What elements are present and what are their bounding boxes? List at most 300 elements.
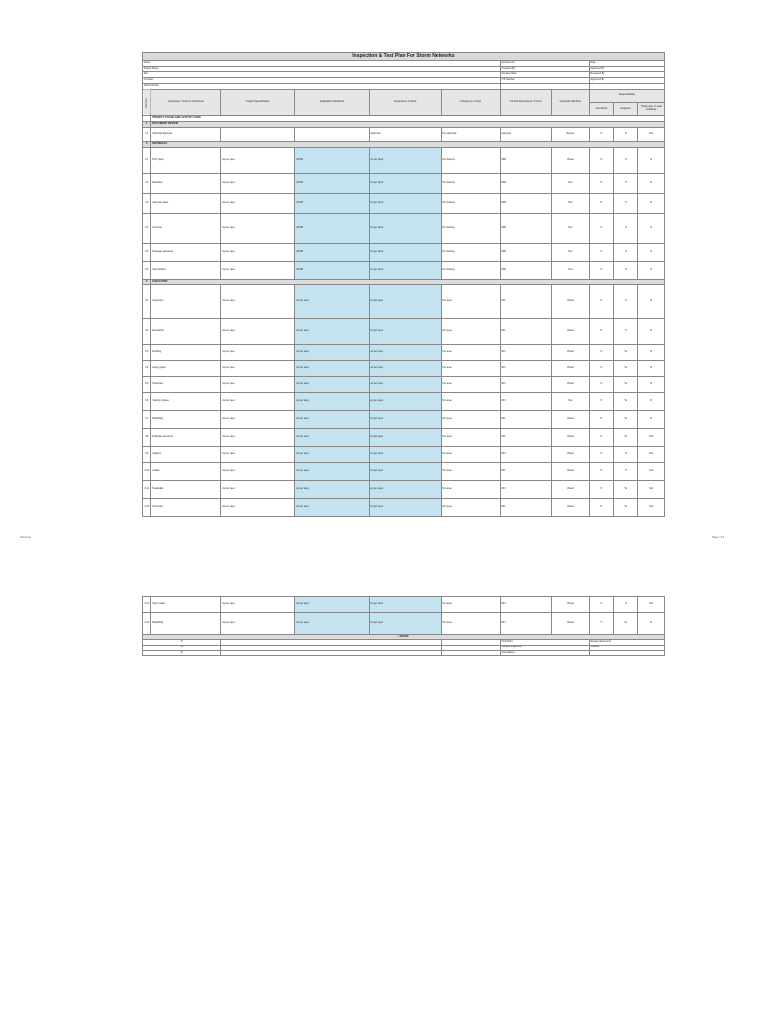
third-party-cell: N/A [638, 481, 665, 499]
item-number: 2.3 [143, 193, 151, 213]
records-cell: RFI [500, 613, 551, 635]
table-row [143, 481, 665, 499]
column-header-row [143, 89, 665, 102]
third-party-cell: R [638, 243, 665, 261]
itp-sheet-page-2 [142, 596, 665, 656]
engineer-cell: W [614, 499, 638, 517]
table-row [143, 319, 665, 345]
third-party-cell: N/A [638, 429, 665, 447]
records-cell: RFI [500, 597, 551, 613]
header-right-field: Approved By [589, 78, 664, 84]
legend-row [143, 650, 665, 655]
page-number: Page 1 of 2 [712, 536, 725, 539]
spec-cell: As per spec. [221, 597, 295, 613]
records-cell: RFI [500, 499, 551, 517]
records-cell: MIR [500, 193, 551, 213]
spec-cell: As per spec. [221, 147, 295, 173]
records-cell: RFI [500, 481, 551, 499]
engineer-cell: W [614, 361, 638, 377]
standards-cell: As per spec. [295, 499, 369, 517]
header-mid-field: Revision No: [500, 60, 589, 66]
method-cell: Visual [551, 481, 589, 499]
frequency-cell: Per area [441, 393, 500, 411]
engineer-cell: W [614, 393, 638, 411]
criteria-cell: As per Spec [369, 243, 441, 261]
method-cell: Visual [551, 345, 589, 361]
records-cell: MIR [500, 147, 551, 173]
item-number: 3.5 [143, 377, 151, 393]
item-number: 3.13 [143, 597, 151, 613]
table-row [143, 261, 665, 279]
legend-spacer [441, 650, 500, 655]
frequency-cell: Per area [441, 319, 500, 345]
spec-cell: As per spec. [221, 213, 295, 243]
header-left-field: Project Name: [143, 66, 501, 72]
column-header-responsibility: Responsibility [589, 89, 664, 102]
records-cell: RFI [500, 361, 551, 377]
standards-cell: ASTM [295, 243, 369, 261]
table-row [143, 463, 665, 481]
standards-cell [295, 127, 369, 141]
inspection-cell: Submittal approval [151, 127, 221, 141]
third-party-cell: R [638, 319, 665, 345]
spec-cell: As per spec. [221, 377, 295, 393]
document-title: Inspection & Test Plan For Storm Networks [143, 53, 665, 61]
records-cell: MIR [500, 261, 551, 279]
header-right-field: Reviewed By [589, 72, 664, 78]
third-party-cell: R [638, 213, 665, 243]
inspection-cell: Cast iron pipes [151, 193, 221, 213]
records-cell: RFI [500, 319, 551, 345]
legend-note: Review documents [589, 640, 664, 645]
standards-cell: As per spec. [295, 345, 369, 361]
engineer-cell: W [614, 429, 638, 447]
criteria-cell: As per Spec [369, 261, 441, 279]
item-number: 3.2 [143, 319, 151, 345]
frequency-cell: Per area [441, 361, 500, 377]
criteria-cell: As per spec. [369, 447, 441, 463]
spec-cell: As per spec. [221, 447, 295, 463]
frequency-cell: Per area [441, 429, 500, 447]
section-number: 2 [143, 141, 151, 147]
inspection-cell: Excavation [151, 319, 221, 345]
item-number: 3.9 [143, 447, 151, 463]
method-cell: Visual [551, 147, 589, 173]
table-row [143, 345, 665, 361]
method-cell: Visual [551, 597, 589, 613]
criteria-cell: As per spec. [369, 429, 441, 447]
table-row [143, 147, 665, 173]
inspection-cell: Drainage structures [151, 429, 221, 447]
spec-cell: As per spec. [221, 499, 295, 517]
column-header-inspection: Inspection / Tests to carried out [151, 89, 221, 116]
criteria-cell: As per Spec [369, 213, 441, 243]
item-number: 3.1 [143, 285, 151, 319]
section-title: DOCUMENT REVIEW [151, 122, 665, 128]
criteria-cell: As per Spec [369, 173, 441, 193]
criteria-cell: As per spec. [369, 319, 441, 345]
section-title: MATERIALS [151, 141, 665, 147]
inspection-cell: Laying pipes [151, 361, 221, 377]
legend-spacer [221, 650, 441, 655]
engineer-cell: W [614, 613, 638, 635]
column-header-engineer: Engineer [614, 102, 638, 115]
item-number: 2.6 [143, 261, 151, 279]
criteria-cell: As per spec. [369, 393, 441, 411]
spec-cell: As per spec. [221, 613, 295, 635]
item-number: 2.4 [143, 213, 151, 243]
records-cell: RFI [500, 393, 551, 411]
records-cell: RFI [500, 285, 551, 319]
header-mid-field: Prepared By: [500, 66, 589, 72]
inspection-cell: Backfilling [151, 613, 221, 635]
third-party-cell: R [638, 411, 665, 429]
standards-cell: As per spec. [295, 393, 369, 411]
legend-item: Witness Inspection [500, 645, 589, 650]
criteria-cell: Approved [369, 127, 441, 141]
standards-cell: As per spec. [295, 377, 369, 393]
contractor-cell: H [589, 285, 613, 319]
contractor-cell: H [589, 447, 613, 463]
column-header-criteria: Acceptance Criteria [369, 89, 441, 116]
contractor-cell: H [589, 147, 613, 173]
spec-cell: As per spec. [221, 411, 295, 429]
contractor-cell: H [589, 377, 613, 393]
third-party-cell: N/A [638, 499, 665, 517]
criteria-cell: As per spec. [369, 597, 441, 613]
frequency-cell: Per area [441, 463, 500, 481]
records-cell: RFI [500, 463, 551, 481]
table-row [143, 193, 665, 213]
criteria-cell: As per spec. [369, 463, 441, 481]
method-cell: Visual [551, 285, 589, 319]
frequency-cell: Per area [441, 377, 500, 393]
engineer-cell: W [614, 377, 638, 393]
method-cell: Review [551, 127, 589, 141]
records-cell: RFI [500, 447, 551, 463]
standards-cell: ASTM [295, 261, 369, 279]
contractor-cell: H [589, 193, 613, 213]
table-row [143, 393, 665, 411]
table-row [143, 429, 665, 447]
legend-code: W [143, 645, 221, 650]
spec-cell: As per spec. [221, 193, 295, 213]
standards-cell: As per spec. [295, 613, 369, 635]
header-left-field: Site: [143, 72, 501, 78]
frequency-cell: Per area [441, 481, 500, 499]
contractor-cell: H [589, 429, 613, 447]
contractor-cell: H [589, 597, 613, 613]
method-cell: Visual [551, 429, 589, 447]
third-party-cell: R [638, 377, 665, 393]
table-row [143, 213, 665, 243]
inspection-cell: Inspection [151, 285, 221, 319]
criteria-cell: As per spec. [369, 285, 441, 319]
table-row [143, 361, 665, 377]
frequency-cell: Per delivery [441, 261, 500, 279]
frequency-cell: Per area [441, 345, 500, 361]
frequency-cell: Per delivery [441, 147, 500, 173]
table-row [143, 377, 665, 393]
third-party-cell: R [638, 147, 665, 173]
column-header-standards: Applicable Standards [295, 89, 369, 116]
header-mid-field: Revision Date: [500, 72, 589, 78]
records-cell: RFI [500, 411, 551, 429]
third-party-cell: N/A [638, 127, 665, 141]
spec-cell [221, 127, 295, 141]
inspection-cell: Protection [151, 377, 221, 393]
item-number: 3.12 [143, 499, 151, 517]
third-party-cell: N/A [638, 447, 665, 463]
method-cell: Visual [551, 447, 589, 463]
contractor-cell: H [589, 173, 613, 193]
header-left-field: Client: [143, 60, 501, 66]
method-cell: Visual [551, 361, 589, 377]
frequency-cell: Per area [441, 613, 500, 635]
engineer-cell: H [614, 285, 638, 319]
inspection-cell: Gullies [151, 463, 221, 481]
section-number: 1 [143, 122, 151, 128]
column-header-contractor: Contractor [589, 102, 613, 115]
records-cell: RFI [500, 377, 551, 393]
column-header-frequency: Frequency of Test [441, 89, 500, 116]
contractor-cell: H [589, 361, 613, 377]
third-party-cell: R [638, 613, 665, 635]
itp-table [142, 52, 665, 517]
inspection-cell: Headwalls [151, 481, 221, 499]
item-number: 3.7 [143, 411, 151, 429]
engineer-cell: W [614, 481, 638, 499]
item-number: 3.3 [143, 345, 151, 361]
table-row [143, 447, 665, 463]
table-row [143, 411, 665, 429]
table-row [143, 285, 665, 319]
inspection-cell: Testing of pipes [151, 393, 221, 411]
section-title: EXECUTION [151, 279, 665, 285]
standards-cell: As per spec. [295, 481, 369, 499]
contractor-cell: H [589, 127, 613, 141]
third-party-cell: R [638, 193, 665, 213]
engineer-cell: W [614, 411, 638, 429]
criteria-cell: As per Spec [369, 193, 441, 213]
contractor-cell: H [589, 213, 613, 243]
contractor-cell: H [589, 411, 613, 429]
itp-table-page-2 [142, 596, 665, 656]
legend-title: LEGEND [143, 635, 665, 640]
records-cell: MIR [500, 173, 551, 193]
method-cell: Visual [551, 319, 589, 345]
method-cell: Test [551, 393, 589, 411]
inspection-cell: Steel ladders [151, 261, 221, 279]
inspection-cell: Bedding [151, 345, 221, 361]
spec-cell: As per spec. [221, 345, 295, 361]
criteria-cell: As per spec. [369, 377, 441, 393]
method-cell: Visual [551, 499, 589, 517]
item-number: 3.4 [143, 361, 151, 377]
spec-cell: As per spec. [221, 261, 295, 279]
criteria-cell: As per spec. [369, 345, 441, 361]
spec-cell: As per spec. [221, 243, 295, 261]
records-cell: MIR [500, 213, 551, 243]
column-header-item-no: Item No. [143, 89, 151, 116]
third-party-cell: N/A [638, 597, 665, 613]
header-left-field: Subcontractor: [143, 83, 501, 89]
method-cell: Test [551, 173, 589, 193]
method-cell: Test [551, 261, 589, 279]
engineer-cell: R [614, 127, 638, 141]
contractor-cell: H [589, 613, 613, 635]
frequency-cell: Per delivery [441, 213, 500, 243]
item-number: 3.14 [143, 613, 151, 635]
standards-cell: As per spec. [295, 411, 369, 429]
standards-cell: ASTM [295, 173, 369, 193]
inspection-cell: PVC pipes [151, 147, 221, 173]
standards-cell: ASTM [295, 213, 369, 243]
engineer-cell: H [614, 463, 638, 481]
standards-cell: As per spec. [295, 429, 369, 447]
standards-cell: As per spec. [295, 463, 369, 481]
engineer-cell: H [614, 261, 638, 279]
table-row [143, 243, 665, 261]
item-number: 2.1 [143, 147, 151, 173]
standards-cell: ASTM [295, 193, 369, 213]
frequency-cell: Per delivery [441, 193, 500, 213]
third-party-cell: R [638, 345, 665, 361]
criteria-cell: As per spec. [369, 361, 441, 377]
table-row [143, 613, 665, 635]
criteria-cell: As per spec. [369, 613, 441, 635]
engineer-cell: H [614, 147, 638, 173]
inspection-cell: Storm water [151, 597, 221, 613]
legend-note [589, 650, 664, 655]
engineer-cell: H [614, 173, 638, 193]
standards-cell: As per spec. [295, 597, 369, 613]
contractor-cell: H [589, 499, 613, 517]
table-row [143, 127, 665, 141]
engineer-cell: H [614, 213, 638, 243]
method-cell: Test [551, 243, 589, 261]
frequency-cell: Per area [441, 285, 500, 319]
frequency-cell: Per area [441, 597, 500, 613]
spec-cell: As per spec. [221, 463, 295, 481]
item-number: 2.2 [143, 173, 151, 193]
criteria-cell: As per Spec [369, 147, 441, 173]
inspection-cell: Manholes [151, 173, 221, 193]
table-row [143, 173, 665, 193]
legend-item: Hold Point [500, 640, 589, 645]
table-row [143, 597, 665, 613]
item-number: 1.1 [143, 127, 151, 141]
frequency-cell: Per delivery [441, 173, 500, 193]
contractor-cell: H [589, 481, 613, 499]
standards-cell: As per spec. [295, 319, 369, 345]
frequency-cell: Per area [441, 447, 500, 463]
item-number: 3.10 [143, 463, 151, 481]
inspection-cell: Protection [151, 499, 221, 517]
criteria-cell: As per spec. [369, 411, 441, 429]
frequency-cell: Per area [441, 411, 500, 429]
column-header-spec: Project Specification [221, 89, 295, 116]
method-cell: Visual [551, 411, 589, 429]
spec-cell: As per spec. [221, 429, 295, 447]
criteria-cell: As per spec. [369, 499, 441, 517]
legend-note: Witness [589, 645, 664, 650]
records-cell: RFI [500, 429, 551, 447]
engineer-cell: H [614, 193, 638, 213]
engineer-cell: H [614, 319, 638, 345]
contractor-cell: H [589, 261, 613, 279]
section-number: 3 [143, 279, 151, 285]
header-right-field: Date [589, 60, 664, 66]
column-header-records: Control Documents / Forms [500, 89, 551, 116]
item-number: 2.5 [143, 243, 151, 261]
header-left-field: Contract: [143, 78, 501, 84]
engineer-cell: H [614, 597, 638, 613]
standards-cell: As per spec. [295, 361, 369, 377]
frequency-cell: Per submittal [441, 127, 500, 141]
inspection-cell: Ladders [151, 447, 221, 463]
column-header-method: Inspection Method [551, 89, 589, 116]
inspection-cell: Backfilling [151, 411, 221, 429]
standards-cell: As per spec. [295, 447, 369, 463]
method-cell: Test [551, 213, 589, 243]
standards-cell: ASTM [295, 147, 369, 173]
contractor-cell: H [589, 393, 613, 411]
contractor-cell: H [589, 345, 613, 361]
engineer-cell: H [614, 243, 638, 261]
item-number: 3.8 [143, 429, 151, 447]
item-number: 3.6 [143, 393, 151, 411]
contractor-cell: H [589, 243, 613, 261]
spec-cell: As per spec. [221, 393, 295, 411]
engineer-cell: W [614, 345, 638, 361]
column-header-third-party: Third party / Local Authority [638, 102, 665, 115]
legend-code: R [143, 650, 221, 655]
method-cell: Visual [551, 377, 589, 393]
third-party-cell: R [638, 173, 665, 193]
spec-cell: As per spec. [221, 319, 295, 345]
header-mid-field: ITP Number: [500, 78, 589, 84]
frequency-cell: Per area [441, 499, 500, 517]
engineer-cell: H [614, 447, 638, 463]
contractor-cell: H [589, 319, 613, 345]
spec-cell: As per spec. [221, 361, 295, 377]
phase-label: PROJECT PHASE AND ACTIVITY CODE [151, 116, 665, 122]
third-party-cell: N/A [638, 463, 665, 481]
header-right-field: Approved By [589, 66, 664, 72]
third-party-cell: R [638, 361, 665, 377]
contractor-cell: H [589, 463, 613, 481]
third-party-cell: R [638, 393, 665, 411]
frequency-cell: Per delivery [441, 243, 500, 261]
legend-code: H [143, 640, 221, 645]
spec-cell: As per spec. [221, 285, 295, 319]
table-row [143, 499, 665, 517]
inspection-cell: Concrete [151, 213, 221, 243]
itp-sheet-page-1 [142, 52, 665, 517]
footer-left: Document [20, 536, 31, 539]
records-cell: RFI [500, 345, 551, 361]
method-cell: Test [551, 193, 589, 213]
third-party-cell: R [638, 261, 665, 279]
method-cell: Visual [551, 463, 589, 481]
spec-cell: As per spec. [221, 173, 295, 193]
third-party-cell: R [638, 285, 665, 319]
legend-item: Surveillance [500, 650, 589, 655]
method-cell: Visual [551, 613, 589, 635]
records-cell: MIR [500, 243, 551, 261]
spec-cell: As per spec. [221, 481, 295, 499]
